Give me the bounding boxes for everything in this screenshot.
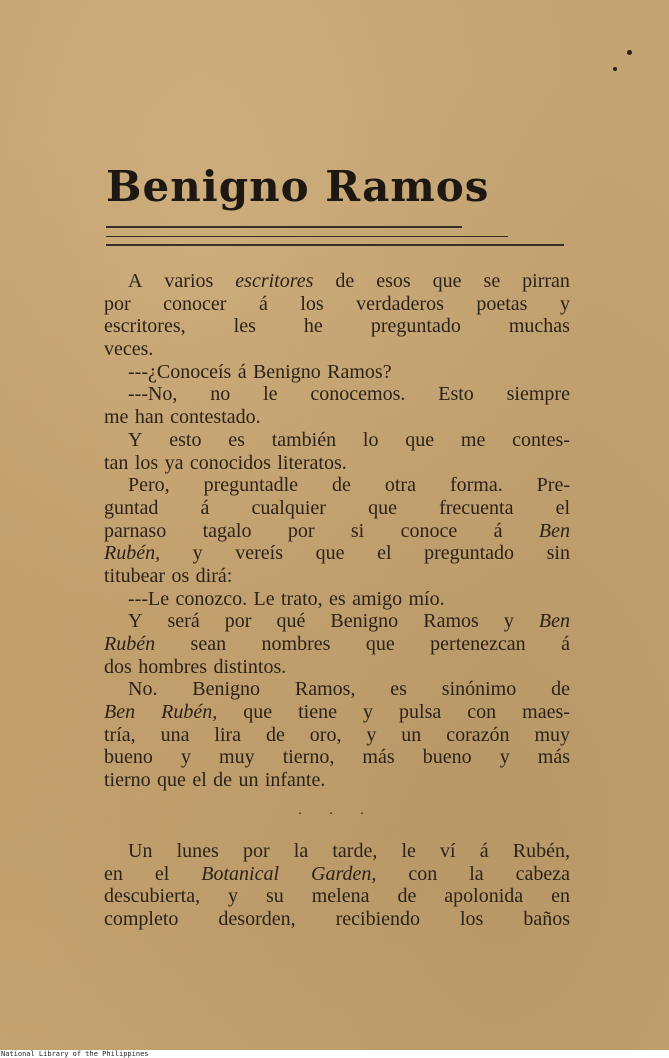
word: ---No, [128,383,178,406]
text-line [104,315,570,338]
word: escritores, [104,315,186,338]
italic-word: Rubén [104,633,156,655]
word: que [315,542,345,565]
italic-word: Rubén, [104,542,161,565]
word: y [499,746,510,769]
word: infante. [264,769,326,792]
chapter-title: Benigno Ramos [106,162,490,211]
word: distintos. [213,655,287,678]
word: y [228,885,239,908]
word: que [157,769,186,792]
word: los [300,292,324,315]
word: tierno, [282,746,335,769]
word: se [483,270,501,292]
word: recibiendo [335,908,421,931]
word: sinónimo [441,678,517,701]
word: en [104,862,123,885]
word: qué [276,610,306,633]
word: titubear [104,564,166,587]
word: tan [104,451,129,474]
italic-word: Ben [538,519,570,542]
word: literatos. [277,451,347,474]
word: sin [546,542,570,565]
word: el [154,862,170,885]
text-line [104,497,570,520]
word: á [479,840,489,862]
word: tarde, [332,840,378,862]
text-line [104,520,570,543]
word: á [237,360,247,383]
word: ví [440,840,456,862]
text-line [104,361,570,384]
word: es [228,428,245,451]
word: A [128,270,143,292]
word: es [390,678,407,701]
word: Benigno [192,678,261,701]
text-line [104,724,570,747]
title-rule [106,244,564,246]
word: han [134,406,164,429]
word: de [335,270,355,292]
word: me [104,406,129,429]
word: amigo [352,587,403,610]
word: pirran [522,270,570,292]
word: conocer [163,292,227,315]
word: apolonida [444,885,524,908]
italic-word: Ben [538,610,570,633]
word: por [242,840,270,862]
word: pulsa [399,701,442,724]
word: le [401,840,416,862]
text-line [104,542,570,565]
word: cualquier [251,496,326,519]
word: de [551,678,570,701]
word: otra [384,474,416,497]
text-line [104,840,570,863]
word: tierno [104,769,151,792]
word: Benigno [330,610,399,633]
text-line [104,474,570,497]
word: bueno [422,746,472,769]
text-line [104,633,570,656]
word: que [365,633,395,655]
word: nombres [261,633,331,655]
word: parnaso [104,519,167,542]
word: dirá: [195,564,233,587]
word: No. [128,678,158,701]
word: Pero, [128,474,170,497]
word: conocemos. [310,383,406,406]
word: la [293,840,309,862]
word: será [167,610,200,633]
word: más [362,746,395,769]
text-line [104,565,570,588]
text-line [104,406,570,429]
word: os [171,564,190,587]
word: conoce [400,519,458,542]
word: y [559,292,570,315]
word: veces. [104,338,154,361]
word: sean [190,633,227,655]
word: á [493,519,503,542]
word: Esto [438,383,474,406]
word: desorden, [218,908,296,931]
word: guntad [104,496,159,519]
word: Rubén, [512,840,570,862]
word: esos [376,270,411,292]
word: forma. [449,474,503,497]
word: una [160,723,190,746]
word: un [238,769,259,792]
word: Pre- [536,474,570,497]
word: conozco. [175,587,248,610]
italic-word: Botanical [201,862,280,885]
text-line [104,769,570,792]
word: de [397,885,417,908]
word: tagalo [202,519,252,542]
text-line [104,338,570,361]
text-line [104,701,570,724]
word: muy [534,723,570,746]
word: por [224,610,252,633]
word: que [405,428,435,451]
word: un [401,723,422,746]
word: muy [219,746,255,769]
word: oro, [309,723,342,746]
text-line [104,656,570,679]
italic-word: escritores [235,270,314,292]
word: mío. [408,587,445,610]
word: si [350,519,365,542]
word: que [432,270,462,292]
body-text-block [104,270,570,818]
text-line [104,429,570,452]
text-line [104,293,570,316]
word: á [561,633,570,655]
word: y [180,746,191,769]
section-separator: . . . [298,803,376,818]
text-line [104,908,570,931]
italic-word: Rubén, [161,701,218,724]
word: tiene [298,701,337,724]
word: bueno [104,746,153,769]
text-line [104,383,570,406]
italic-word: Ben [104,701,136,724]
word: los [134,451,159,474]
word: me [460,428,486,451]
word: Benigno [252,360,321,383]
word: que [368,496,397,519]
word: en [551,885,570,908]
word: de [332,474,351,497]
word: les [233,315,256,338]
word: ya [164,451,184,474]
word: los [460,908,484,931]
word: el [377,542,392,565]
word: le [263,383,278,406]
word: lunes [176,840,219,862]
word: más [537,746,570,769]
word: cabeza [515,862,570,885]
word: trato, [280,587,323,610]
word: es [329,587,346,610]
word: también [271,428,337,451]
text-line [104,885,570,908]
word: ---¿Conoceís [128,360,232,383]
word: que [243,701,273,724]
word: á [258,292,268,315]
word: lira [214,723,242,746]
word: varios [164,270,214,292]
title-rule [106,236,508,237]
word: Y [128,428,143,451]
text-line [104,610,570,633]
text-line [104,452,570,475]
word: preguntado [424,542,515,565]
word: Y [128,610,143,633]
word: lo [362,428,379,451]
word: dos [104,655,132,678]
word: descubierta, [104,885,201,908]
word: he [303,315,323,338]
word: no [210,383,231,406]
word: esto [169,428,202,451]
word: con [408,862,438,885]
word: melena [311,885,370,908]
italic-word: Garden, [311,862,377,885]
word: de [265,723,285,746]
word: el [192,769,207,792]
word: Le [253,587,275,610]
word: Ramos [423,610,479,633]
body-text-block [104,840,570,931]
ink-spot [613,67,617,71]
word: tría, [104,723,136,746]
word: frecuenta [439,496,514,519]
title-rule [106,226,462,228]
word: de [213,769,233,792]
word: con [467,701,497,724]
word: y [363,701,374,724]
word: á [200,496,210,519]
word: conocidos [189,451,271,474]
word: maes- [522,701,570,724]
word: muchas [508,315,570,338]
ink-spot [627,50,632,55]
word: poetas [476,292,528,315]
word: Ramos, [294,678,356,701]
text-line [104,270,570,293]
word: Ramos? [327,360,392,383]
word: por [287,519,315,542]
word: el [555,496,570,519]
word: por [104,292,131,315]
word: la [469,862,484,885]
word: corazón [446,723,510,746]
text-line [104,588,570,611]
word: su [265,885,284,908]
word: vereís [235,542,284,565]
word: siempre [506,383,570,406]
word: y [503,610,514,633]
word: preguntado [370,315,461,338]
word: ---Le [128,587,170,610]
page-footer [0,1050,669,1058]
word: completo [104,908,179,931]
word: y [366,723,377,746]
word: baños [523,908,570,931]
footer-credit: National Library of the Philippines [1,1050,149,1058]
word: pertenezcan [430,633,526,655]
text-line [104,863,570,886]
word: hombres [138,655,208,678]
text-line [104,746,570,769]
word: verdaderos [356,292,444,315]
word: Un [128,840,153,862]
word: y [192,542,203,565]
word: contestado. [170,406,261,429]
text-line [104,678,570,701]
word: contes- [512,428,570,451]
word: preguntadle [203,474,299,497]
